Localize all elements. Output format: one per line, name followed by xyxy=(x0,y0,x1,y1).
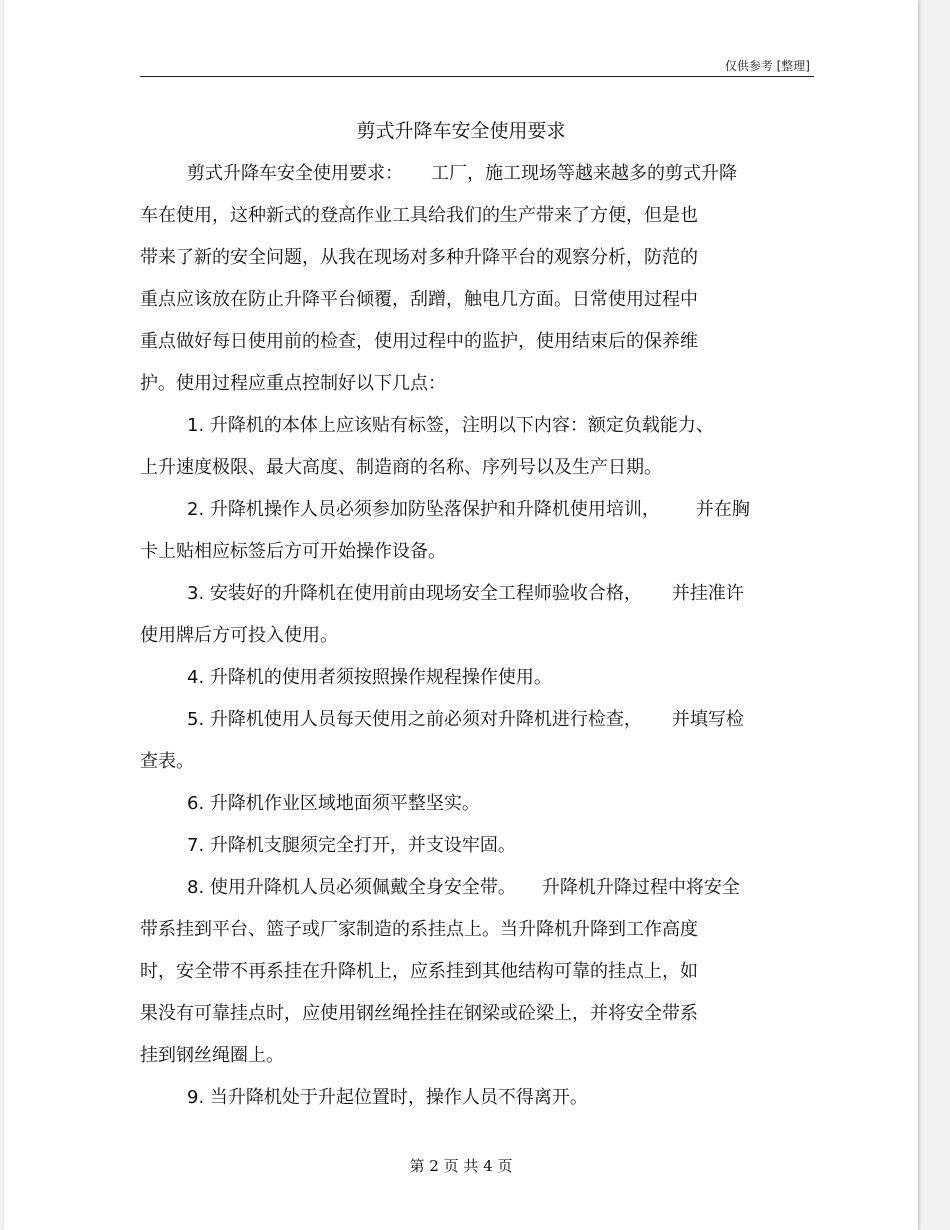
list-item-3: 3. 安装好的升降机在使用前由现场安全工程师验收合格， 并挂准许 xyxy=(187,583,744,604)
list-item-8-cont: 挂到钢丝绳圈上。 xyxy=(140,1045,284,1066)
list-item-7: 7. 升降机支腿须完全打开，并支设牢固。 xyxy=(187,835,516,856)
list-item-3-cont: 使用牌后方可投入使用。 xyxy=(140,625,338,646)
list-item-5-cont: 查表。 xyxy=(140,751,194,772)
page-number: 第 2 页 共 4 页 xyxy=(409,1157,513,1175)
document-body xyxy=(140,153,814,1119)
paragraph-line: 带来了新的安全问题，从我在现场对多种升降平台的观察分析，防范的 xyxy=(140,247,698,268)
paragraph-line: 剪式升降车安全使用要求： 工厂，施工现场等越来越多的剪式升降 xyxy=(187,163,737,184)
list-item-5: 5. 升降机使用人员每天使用之前必须对升降机进行检查， 并填写检 xyxy=(187,709,744,730)
list-item-1: 1. 升降机的本体上应该贴有标签，注明以下内容：额定负载能力、 xyxy=(187,415,714,436)
document-title: 剪式升降车安全使用要求 xyxy=(356,120,566,142)
list-item-6: 6. 升降机作业区域地面须平整坚实。 xyxy=(187,793,480,814)
list-item-8-cont: 带系挂到平台、篮子或厂家制造的系挂点上。当升降机升降到工作高度 xyxy=(140,919,698,940)
list-item-2: 2. 升降机操作人员必须参加防坠落保护和升降机使用培训， 并在胸 xyxy=(187,499,750,520)
paragraph-line: 重点做好每日使用前的检查，使用过程中的监护，使用结束后的保养维 xyxy=(140,331,698,352)
list-item-4: 4. 升降机的使用者须按照操作规程操作使用。 xyxy=(187,667,552,688)
list-item-8-cont: 果没有可靠挂点时，应使用钢丝绳拴挂在钢梁或砼梁上，并将安全带系 xyxy=(140,1003,698,1024)
list-item-8-cont: 时，安全带不再系挂在升降机上，应系挂到其他结构可靠的挂点上，如 xyxy=(140,961,698,982)
header-note: 仅供参考 [整理] xyxy=(724,59,810,73)
document-page xyxy=(4,0,918,1230)
paragraph-line: 护。使用过程应重点控制好以下几点： xyxy=(140,373,446,394)
list-item-8: 8. 使用升降机人员必须佩戴全身安全带。 升降机升降过程中将安全 xyxy=(187,877,740,898)
list-item-9: 9. 当升降机处于升起位置时，操作人员不得离开。 xyxy=(187,1087,588,1108)
paragraph-line: 重点应该放在防止升降平台倾覆，刮蹭，触电几方面。日常使用过程中 xyxy=(140,289,698,310)
header-rule xyxy=(140,76,814,77)
paragraph-line: 车在使用，这种新式的登高作业工具给我们的生产带来了方便，但是也 xyxy=(140,205,698,226)
list-item-2-cont: 卡上贴相应标签后方可开始操作设备。 xyxy=(140,541,446,562)
list-item-1-cont: 上升速度极限、最大高度、制造商的名称、序列号以及生产日期。 xyxy=(140,457,662,478)
